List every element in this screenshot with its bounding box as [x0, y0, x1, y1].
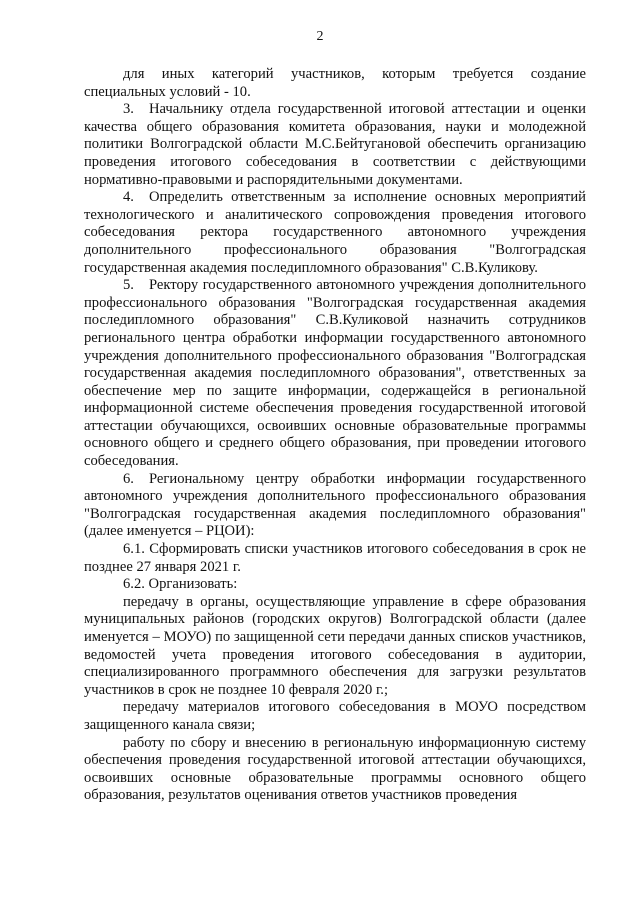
paragraph [84, 576, 586, 594]
paragraph [84, 699, 586, 734]
paragraph [84, 735, 586, 805]
item-number: 3. [123, 101, 134, 118]
item-number: 4. [123, 189, 134, 206]
paragraph-text: Региональному центру обработки информации государственного автономного учреждения дополнительного профессионального образования "Волгоградская государственная академия последипломного образования" (далее именуется – РЦОИ): [84, 470, 586, 540]
paragraph [84, 541, 586, 576]
paragraph [84, 101, 586, 189]
item-number: 6. [123, 470, 134, 487]
document-body [84, 66, 586, 805]
paragraph-text: работу по сбору и внесению в региональную информационную систему обеспечения проведения государственной итоговой аттестации обучающихся, освоивших основные образовательные программы основного общего образования, результатов оценивания ответов участников проведения [84, 734, 586, 804]
paragraph [84, 277, 586, 471]
paragraph-text: Ректору государственного автономного учреждения дополнительного профессионального образования "Волгоградская государственная академия последипломного образования" С.В.Куликовой назначить сотрудников регионального центра обработки информации государственного автономного учреждения дополнительного профессионального образования "Волгоградская государственная академия последипломного образования", ответственных за обеспечение мер по защите информации, содержащейся в региональной информационной системе обеспечения проведения государственной итоговой аттестации обучающихся, освоивших основные образовательные программы основного общего и среднего общего образования, при проведении итогового собеседования. [84, 277, 586, 470]
paragraph-text: для иных категорий участников, которым требуется создание специальных условий - 10. [84, 66, 586, 100]
paragraph-text: Начальнику отдела государственной итоговой аттестации и оценки качества общего образования комитета образования, науки и молодежной политики Волгоградской области М.С.Бейтугановой обеспечить организацию проведения итогового собеседования в соответствии с действующими нормативно-правовыми и распорядительными документами. [84, 101, 586, 188]
paragraph-text: Определить ответственным за исполнение основных мероприятий технологического и аналитического сопровождения проведения итогового собеседования ректора государственного автономного учреждения дополнительного профессионального образования "Волгоградская государственная академия последипломного образования" С.В.Куликову. [84, 189, 586, 276]
paragraph-text: передачу в органы, осуществляющие управление в сфере образования муниципальных районов (городских округов) Волгоградской области (далее именуется – МОУО) по защищенной сети передачи данных списков участников, ведомостей учета проведения итогового собеседования в аудитории, специализированного программного обеспечения для загрузки результатов участников в срок не позднее 10 февраля 2020 г.; [84, 593, 586, 698]
paragraph-text: передачу материалов итогового собеседования в МОУО посредством защищенного канала связи; [84, 699, 586, 733]
item-number: 5. [123, 277, 134, 294]
paragraph [84, 189, 586, 277]
paragraph-text: 6.2. Организовать: [123, 576, 238, 593]
paragraph [84, 471, 586, 541]
paragraph-text: 6.1. Сформировать списки участников итогового собеседования в срок не позднее 27 января 2021 г. [84, 541, 586, 575]
paragraph [84, 594, 586, 700]
page-number: 2 [316, 29, 324, 44]
paragraph [84, 66, 586, 101]
